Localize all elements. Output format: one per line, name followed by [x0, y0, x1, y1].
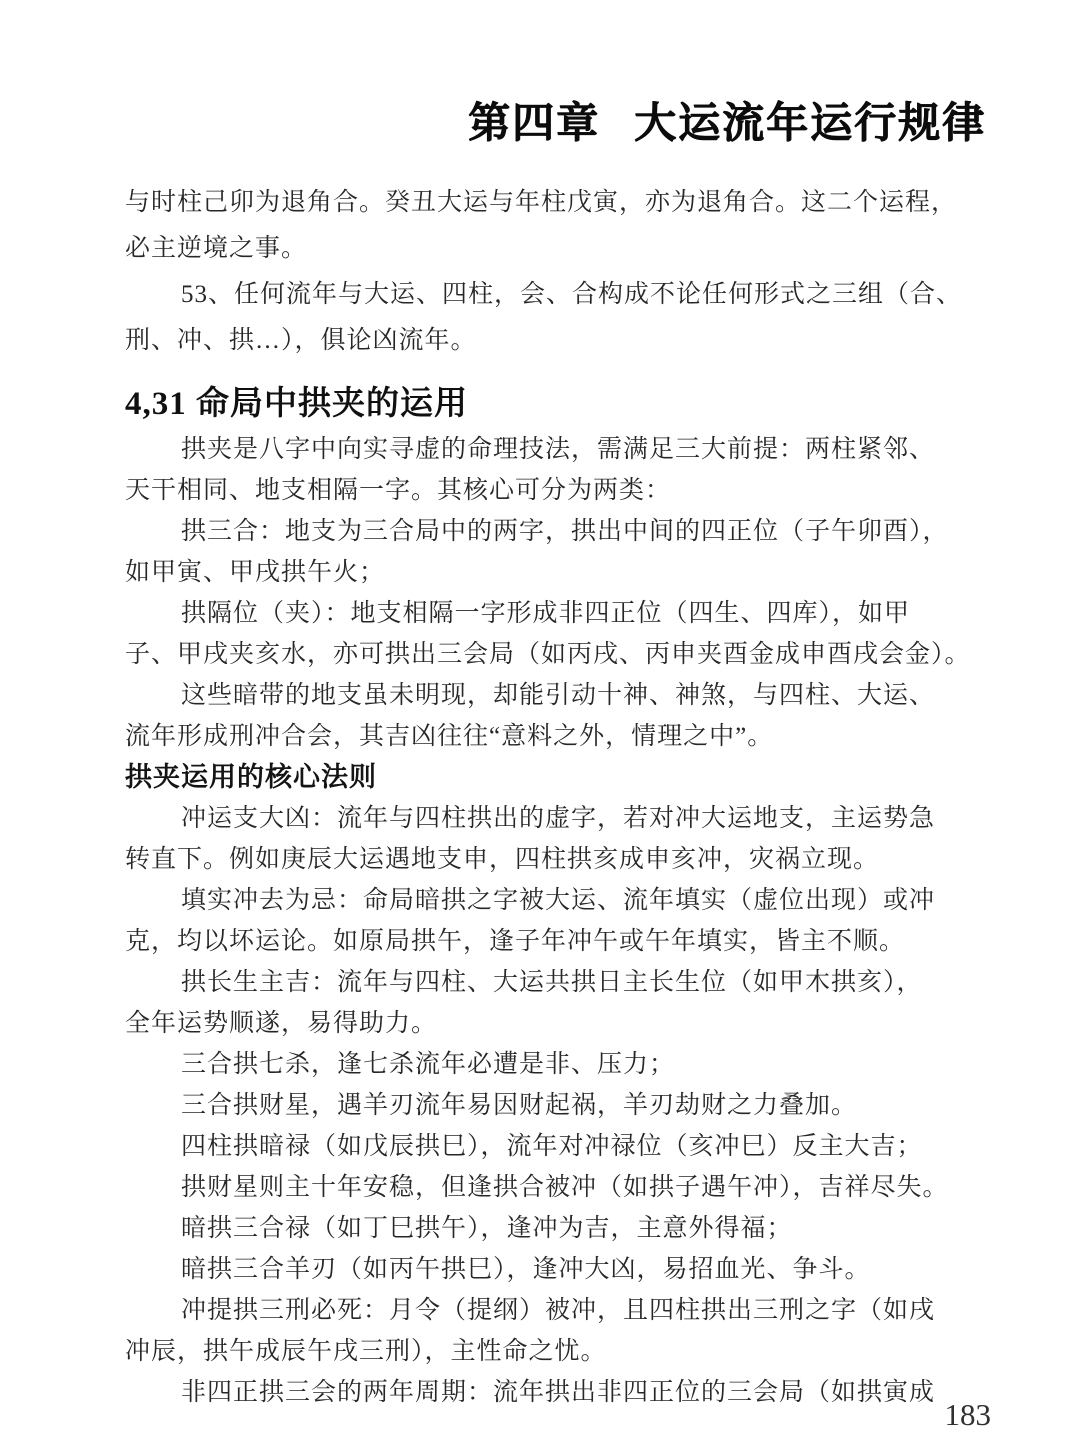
section-body-part-b — [125, 798, 985, 1413]
chapter-number-label: 第四章 — [468, 101, 601, 147]
text-line: 这些暗带的地支虽未明现，却能引动十神、神煞，与四柱、大运、 — [181, 682, 936, 709]
intro-paragraphs — [125, 180, 985, 364]
chapter-title — [0, 0, 1088, 152]
text-line: 转直下。例如庚辰大运遇地支申，四柱拱亥成申亥冲，灾祸立现。 — [125, 846, 880, 873]
text-line: 冲提拱三刑必死：月令（提纲）被冲，且四柱拱出三刑之字（如戌 — [181, 1297, 936, 1324]
text-line: 必主逆境之事。 — [125, 235, 308, 262]
text-line: 刑、冲、拱…），俱论凶流年。 — [125, 327, 477, 354]
text-line: 天干相同、地支相隔一字。其核心可分为两类： — [125, 477, 672, 504]
text-line: 拱隔位（夹）：地支相隔一字形成非四正位（四生、四库），如甲 — [181, 600, 911, 627]
section-body-part-a — [125, 429, 985, 757]
text-line: 三合拱财星，遇羊刃流年易因财起祸，羊刃劫财之力叠加。 — [181, 1092, 858, 1119]
text-line: 四柱拱暗禄（如戊辰拱巳），流年对冲禄位（亥冲巳）反主大吉； — [181, 1133, 923, 1160]
text-line: 冲运支大凶：流年与四柱拱出的虚字，若对冲大运地支，主运势急 — [181, 805, 936, 832]
subsection-heading: 拱夹运用的核心法则 — [125, 762, 377, 792]
page-body — [125, 180, 985, 1413]
text-line: 53、任何流年与大运、四柱，会、合构成不论任何形式之三组（合、 — [181, 281, 963, 308]
text-line: 拱长生主吉：流年与四柱、大运共拱日主长生位（如甲木拱亥）， — [181, 969, 923, 996]
text-line: 克，均以坏运论。如原局拱午，逢子年冲午或午年填实，皆主不顺。 — [125, 928, 906, 955]
section-heading: 4,31 命局中拱夹的运用 — [125, 386, 468, 422]
chapter-title-text: 大运流年运行规律 — [634, 101, 987, 147]
text-line: 非四正拱三会的两年周期：流年拱出非四正位的三会局（如拱寅成 — [181, 1379, 936, 1406]
text-line: 全年运势顺遂，易得助力。 — [125, 1010, 438, 1037]
text-line: 三合拱七杀，逢七杀流年必遭是非、压力； — [181, 1051, 676, 1078]
text-line: 子、甲戌夹亥水，亦可拱出三会局（如丙戌、丙申夹酉金成申酉戌会金）。 — [125, 641, 971, 668]
text-line: 冲辰，拱午成辰午戌三刑），主性命之忧。 — [125, 1338, 607, 1365]
text-line: 如甲寅、甲戌拱午火； — [125, 559, 386, 586]
text-line: 拱三合：地支为三合局中的两字，拱出中间的四正位（子午卯酉）， — [181, 518, 949, 545]
text-line: 流年形成刑冲合会，其吉凶往往“意料之外，情理之中”。 — [125, 723, 774, 750]
text-line: 暗拱三合羊刃（如丙午拱巳），逢冲大凶，易招血光、争斗。 — [181, 1256, 871, 1283]
text-line: 拱财星则主十年安稳，但逢拱合被冲（如拱子遇午冲），吉祥尽失。 — [181, 1174, 949, 1201]
text-line: 填实冲去为忌：命局暗拱之字被大运、流年填实（虚位出现）或冲 — [181, 887, 936, 914]
text-line: 暗拱三合禄（如丁巳拱午），逢冲为吉，主意外得福； — [181, 1215, 793, 1242]
text-line: 与时柱己卯为退角合。癸丑大运与年柱戊寅，亦为退角合。这二个运程， — [125, 189, 958, 216]
text-line: 拱夹是八字中向实寻虚的命理技法，需满足三大前提：两柱紧邻、 — [181, 436, 936, 463]
page-number: 183 — [944, 1397, 991, 1432]
